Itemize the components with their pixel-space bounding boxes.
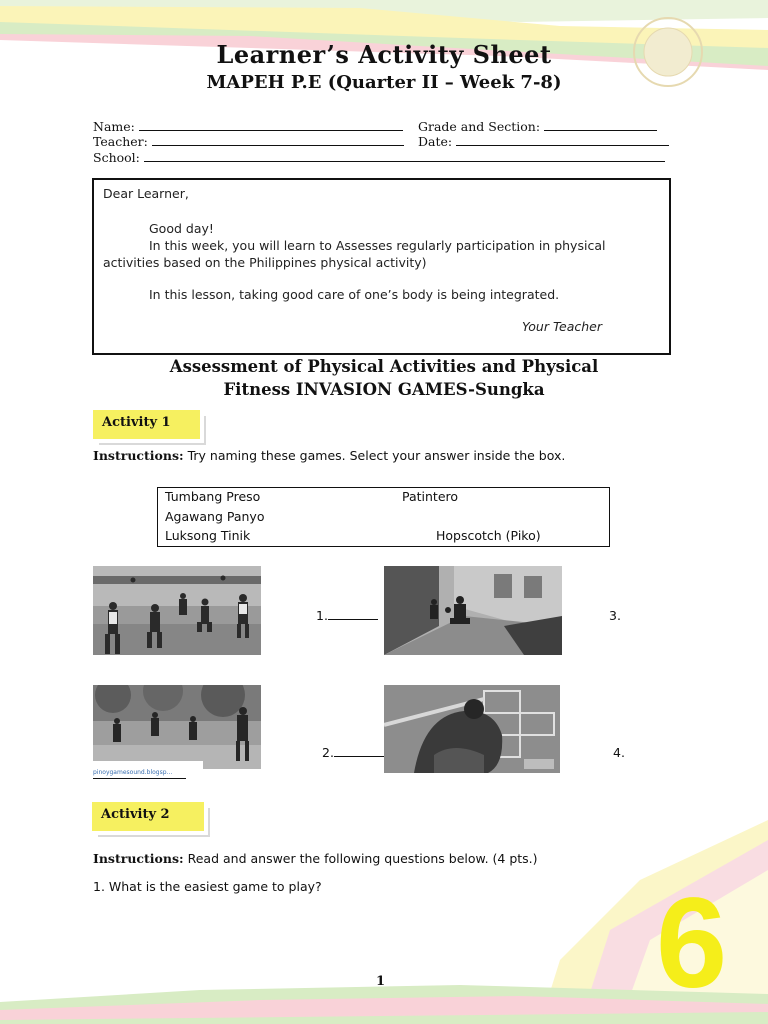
date-field-row <box>418 134 669 149</box>
activity-2-instructions <box>93 851 538 866</box>
blank-number-3: 3. <box>609 608 621 623</box>
activity-1-tag <box>93 410 200 439</box>
page-number: 1 <box>376 974 386 989</box>
name-field-row <box>93 119 403 134</box>
grade-section-field[interactable] <box>544 120 657 131</box>
section-title-line-2: Fitness INVASION GAMES-Sungka <box>223 380 545 399</box>
question-1: 1. What is the easiest game to play? <box>93 879 322 894</box>
letter-line-2: activities based on the Philippines physical activity) <box>103 255 427 270</box>
answer-field-2[interactable] <box>334 746 384 757</box>
letter-salutation: Dear Learner, <box>103 186 189 201</box>
letter-greeting: Good day! <box>149 221 214 236</box>
choice-hopscotch: Hopscotch (Piko) <box>436 528 541 543</box>
sheet-title: Learner’s Activity Sheet <box>216 40 552 69</box>
answer-blank-3 <box>609 608 621 623</box>
teacher-field[interactable] <box>152 135 404 146</box>
answer-blank-2 <box>322 745 384 760</box>
letter-line-3: In this lesson, taking good care of one’s body is being integrated. <box>149 287 560 302</box>
letter-box <box>92 178 671 355</box>
choice-patintero: Patintero <box>402 489 459 504</box>
activity-2-instructions-label: Instructions: <box>93 851 184 866</box>
choice-tumbang-preso: Tumbang Preso <box>165 489 261 504</box>
answer-blank-1 <box>316 608 378 623</box>
sheet-subtitle: MAPEH P.E (Quarter II – Week 7-8) <box>206 72 562 93</box>
grade-level-number: 6 <box>656 872 728 1015</box>
game-photo-3 <box>93 685 261 769</box>
letter-line-1: In this week, you will learn to Assesses regularly participation in physical <box>149 238 606 253</box>
section-title-line-1: Assessment of Physical Activities and Physical <box>169 357 599 376</box>
activity-1-instructions <box>93 448 565 463</box>
grade-section-field-row <box>418 119 657 134</box>
choice-agawang-panyo: Agawang Panyo <box>165 509 265 524</box>
answer-blank-4 <box>613 745 625 760</box>
name-label: Name: <box>93 119 135 134</box>
teacher-label: Teacher: <box>93 134 148 149</box>
choice-luksong-tinik: Luksong Tinik <box>165 528 251 543</box>
grade-section-label: Grade and Section: <box>418 119 541 134</box>
photo-3-watermark: pinoygamesound.blogsp... <box>93 769 173 776</box>
blank-number-4: 4. <box>613 745 625 760</box>
photo-3-underline <box>93 778 186 779</box>
activity-2-instructions-text: Read and answer the following questions below. (4 pts.) <box>183 851 538 866</box>
name-field[interactable] <box>139 120 403 131</box>
answer-field-1[interactable] <box>328 609 378 620</box>
game-photo-2 <box>384 566 562 655</box>
school-field-row <box>93 150 665 165</box>
activity-2-tag <box>92 802 204 831</box>
date-label: Date: <box>418 134 453 149</box>
school-label: School: <box>93 150 140 165</box>
letter-signature: Your Teacher <box>522 319 603 334</box>
blank-number-2: 2. <box>322 745 334 760</box>
activity-1-label: Activity 1 <box>102 415 171 430</box>
teacher-field-row <box>93 134 404 149</box>
activity-1-instructions-text: Try naming these games. Select your answer inside the box. <box>183 448 566 463</box>
activity-1-instructions-label: Instructions: <box>93 448 184 463</box>
activity-2-label: Activity 2 <box>101 807 170 822</box>
choices-box <box>157 487 610 547</box>
game-photo-4 <box>384 685 560 773</box>
date-field[interactable] <box>456 135 669 146</box>
game-photo-1 <box>93 566 261 655</box>
blank-number-1: 1. <box>316 608 328 623</box>
school-field[interactable] <box>144 151 665 162</box>
